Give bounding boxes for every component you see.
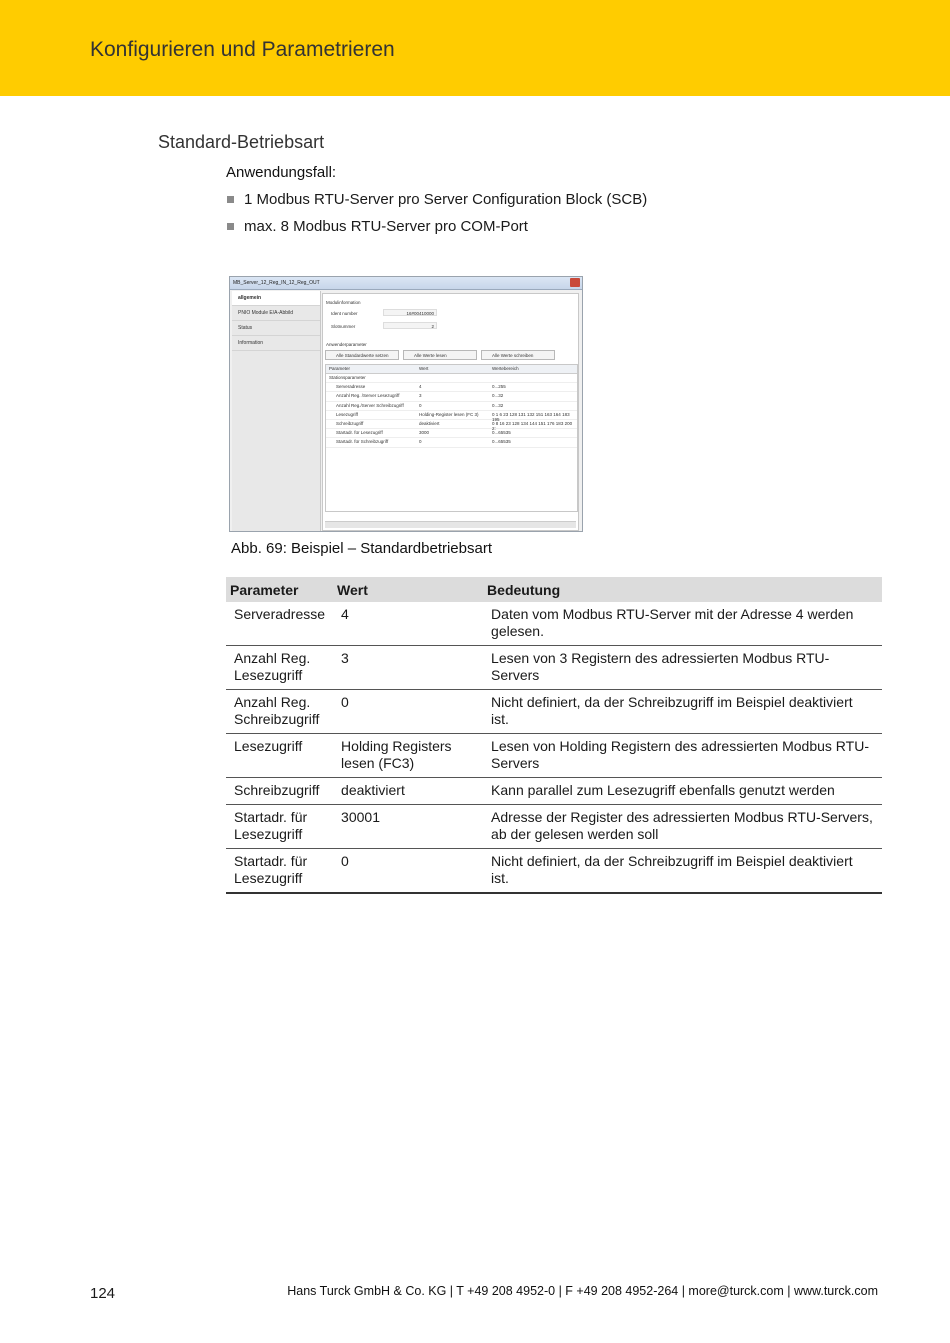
window-title: MB_Server_12_Reg_IN_12_Reg_OUT <box>233 280 320 286</box>
usecase-list <box>226 190 647 244</box>
grid-row: Anzahl Reg. /Server Lesezugriff 3 0...32 <box>326 392 577 401</box>
close-icon <box>570 278 580 287</box>
write-all-button: Alle Werte schreiben <box>481 350 555 360</box>
page-header <box>0 0 950 96</box>
column-header: Parameter <box>226 577 333 602</box>
grid-row: Serveradresse 4 0...255 <box>326 383 577 392</box>
bullet-square-icon <box>227 223 234 230</box>
horizontal-scrollbar <box>325 521 576 528</box>
set-defaults-button: Alle Standardwerte setzen <box>325 350 399 360</box>
grid-row: Lesezugriff Holding-Register lesen (FC 3) 0 1 6 23 128 131 132 151 163 164 183 195 <box>326 411 577 420</box>
footer-contact: Hans Turck GmbH & Co. KG | T +49 208 4952-0 | F +49 208 4952-264 | more@turck.com | www.turck.com <box>287 1284 878 1298</box>
grid-row: Anzahl Reg./Server Schreibzugriff 0 0...32 <box>326 402 577 411</box>
ident-value: 16#00410000 <box>383 309 437 316</box>
content-pane <box>322 293 579 531</box>
grid-row: Stationsparameter <box>326 374 577 383</box>
table-row: Startadr. für Lesezugriff 30001 Adresse der Register des adressierten Modbus RTU-Servers, ab der gelesen werden soll <box>226 805 882 849</box>
module-info-heading: Modulinformation <box>326 300 361 305</box>
nav-pane <box>232 291 321 531</box>
read-all-button: Alle Werte lesen <box>403 350 477 360</box>
table-row: Lesezugriff Holding Registers lesen (FC3) Lesen von Holding Registern des adressierten Modbus RTU-Servers <box>226 734 882 778</box>
screenshot-figure <box>229 276 583 532</box>
page-number: 124 <box>90 1285 116 1302</box>
ident-label: Ident number <box>331 311 358 316</box>
column-header: Bedeutung <box>483 577 882 602</box>
window-titlebar <box>230 277 582 290</box>
figure-caption: Abb. 69: Beispiel – Standardbetriebsart <box>231 540 492 557</box>
bullet-square-icon <box>227 196 234 203</box>
column-header: Wert <box>333 577 483 602</box>
user-params-heading: Anwenderparameter <box>326 342 367 347</box>
section-title: Standard-Betriebsart <box>158 132 325 152</box>
grid-row: Startadr. für Schreibzugriff 0 0...65535 <box>326 438 577 447</box>
grid-row: Startadr. für Lesezugriff 3000 0...65535 <box>326 429 577 438</box>
grid-row: Schreibzugriff deaktiviert 0 8 16 23 128 134 144 151 176 183 200 2: <box>326 420 577 429</box>
slot-label: Slotnummer <box>331 324 356 329</box>
usecase-label: Anwendungsfall: <box>226 164 337 181</box>
nav-tab-information: Information <box>232 336 320 351</box>
table-row: Schreibzugriff deaktiviert Kann parallel zum Lesezugriff ebenfalls genutzt werden <box>226 778 882 805</box>
table-row: Anzahl Reg. Lesezugriff 3 Lesen von 3 Registern des adressierten Modbus RTU-Servers <box>226 646 882 690</box>
nav-tab-io-image: PNIO Module E/A-Abbild <box>232 306 320 321</box>
slot-value: 2 <box>383 322 437 329</box>
list-item: max. 8 Modbus RTU-Server pro COM-Port <box>226 217 647 244</box>
chapter-title: Konfigurieren und Parametrieren <box>90 38 395 61</box>
table-row: Serveradresse 4 Daten vom Modbus RTU-Server mit der Adresse 4 werden gelesen. <box>226 602 882 646</box>
parameter-table <box>226 577 882 894</box>
table-row: Anzahl Reg. Schreibzugriff 0 Nicht definiert, da der Schreibzugriff im Beispiel deaktiviert ist. <box>226 690 882 734</box>
param-grid <box>325 364 578 512</box>
table-row: Startadr. für Lesezugriff 0 Nicht definiert, da der Schreibzugriff im Beispiel deaktiviert ist. <box>226 849 882 894</box>
list-item: 1 Modbus RTU-Server pro Server Configuration Block (SCB) <box>226 190 647 217</box>
table-header-row <box>226 577 882 602</box>
nav-tab-status: Status <box>232 321 320 336</box>
nav-tab-allgemein: allgemein <box>232 291 320 306</box>
grid-header: Parameter Wert Wertebereich <box>326 365 577 374</box>
